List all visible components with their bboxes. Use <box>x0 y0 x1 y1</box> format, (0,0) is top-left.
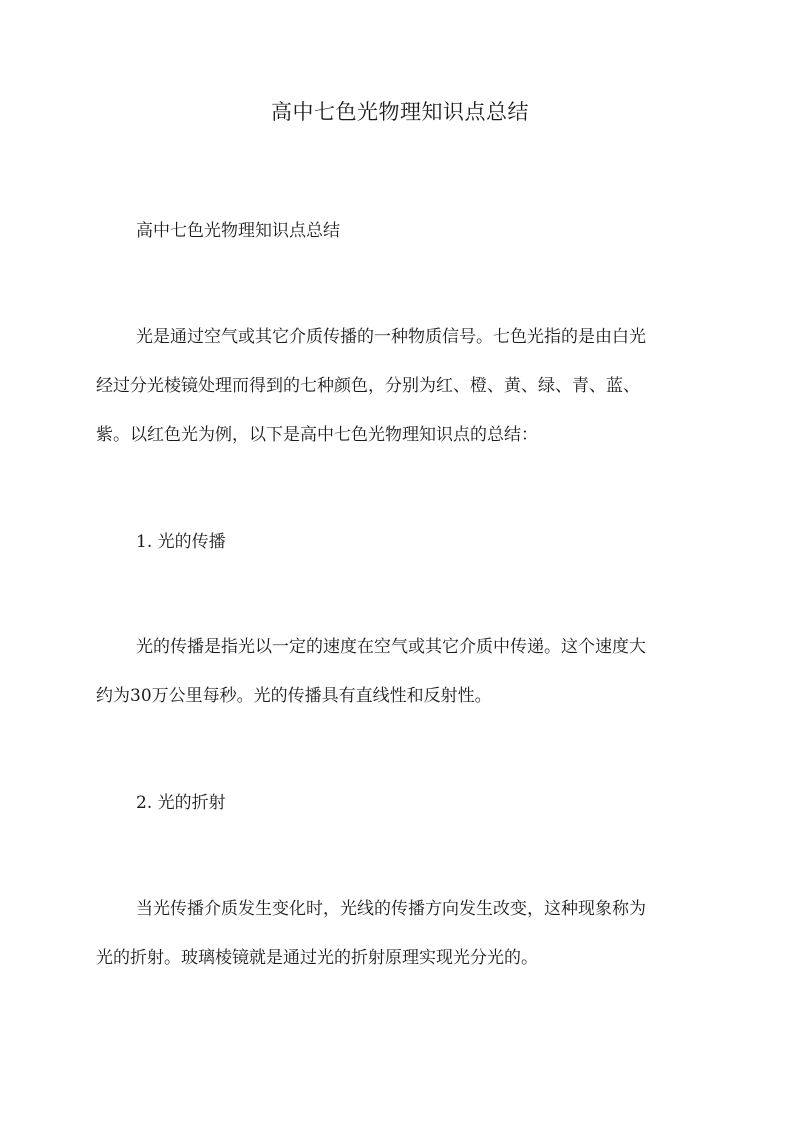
intro-line-2: 经过分光棱镜处理而得到的七种颜色，分别为红、橙、黄、绿、青、蓝、 <box>96 376 640 396</box>
document-title: 高中七色光物理知识点总结 <box>271 100 529 124</box>
document-subtitle: 高中七色光物理知识点总结 <box>136 221 340 241</box>
section-1-heading: 1. 光的传播 <box>136 532 226 552</box>
intro-line-1: 光是通过空气或其它介质传播的一种物质信号。七色光指的是由白光 <box>136 327 646 347</box>
section-1-body <box>96 630 706 713</box>
section-1-line-2: 约为30万公里每秒。光的传播具有直线性和反射性。 <box>96 686 492 706</box>
section-2-heading: 2. 光的折射 <box>136 793 226 813</box>
section-2-line-2: 光的折射。玻璃棱镜就是通过光的折射原理实现光分光的。 <box>96 948 538 968</box>
intro-line-3: 紫。以红色光为例，以下是高中七色光物理知识点的总结： <box>96 425 538 445</box>
intro-paragraph <box>96 320 706 452</box>
section-1-line-1: 光的传播是指光以一定的速度在空气或其它介质中传递。这个速度大 <box>136 637 646 657</box>
section-2-body <box>96 892 706 975</box>
section-2-line-1: 当光传播介质发生变化时，光线的传播方向发生改变，这种现象称为 <box>136 899 646 919</box>
